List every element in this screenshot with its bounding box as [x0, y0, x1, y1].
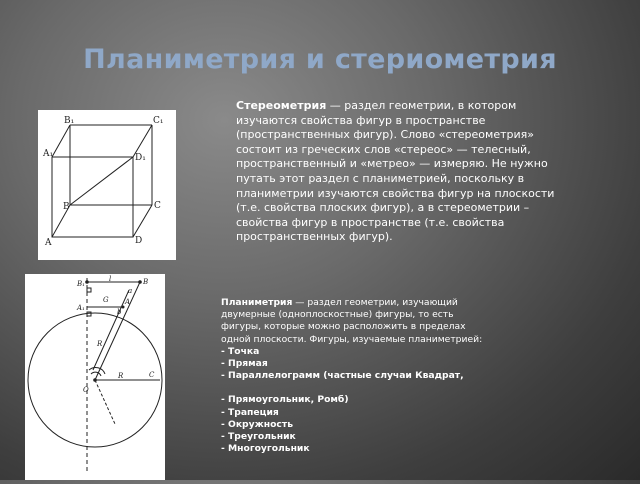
cube-figure	[38, 110, 176, 260]
figure-item-triangle: - Треугольник	[221, 431, 296, 443]
planimetry-line-2: двумерные (одноплоскостные) фигуры, то есть	[221, 309, 454, 321]
slant-line	[93, 290, 129, 370]
stereometry-term: Стереометрия	[236, 99, 327, 112]
label-C: C	[149, 371, 155, 379]
cube-diagram	[38, 110, 176, 260]
label-O: O	[83, 386, 89, 394]
slant-line	[95, 282, 140, 380]
figure-item-line: - Прямая	[221, 358, 268, 370]
label-D: D	[135, 236, 143, 246]
point-O	[93, 378, 97, 382]
right-angle-mark	[87, 312, 91, 316]
planimetry-line-4: одной плоскости. Фигуры, изучаемые планиметрией:	[221, 333, 483, 345]
label-A: A	[45, 238, 52, 248]
figure-item-circle: - Окружность	[221, 418, 294, 430]
right-angle-mark	[87, 288, 91, 292]
cube-edge	[133, 205, 152, 237]
label-C: C	[154, 201, 161, 211]
page-title: Планиметрия и стериометрия	[83, 44, 557, 75]
planimetry-line-3: фигуры, которые можно расположить в пределах	[221, 321, 466, 333]
planimetry-description	[221, 297, 551, 455]
label-a: a	[128, 287, 133, 295]
label-B1: B₁	[64, 116, 75, 126]
label-R: R	[118, 372, 124, 380]
label-A1: A₁	[77, 304, 85, 312]
cube-edge	[52, 125, 70, 157]
label-B1: B₁	[77, 280, 85, 288]
spacer	[221, 382, 551, 394]
angle-arc	[91, 372, 101, 376]
label-B: B	[143, 278, 149, 286]
figure-item-polygon: - Многоугольник	[221, 443, 310, 455]
figure-item-point: - Точка	[221, 345, 260, 357]
point-B1	[85, 280, 89, 284]
point-B	[138, 280, 142, 284]
label-A1: A₁	[43, 149, 54, 159]
figure-item-rectangle-rhombus: - Прямоугольник, Ромб)	[221, 394, 349, 406]
label-D1: D₁	[135, 153, 146, 163]
label-R-slant: R	[97, 340, 103, 348]
label-C1: C₁	[153, 116, 164, 126]
label-b: b	[117, 308, 122, 316]
extension-line	[95, 380, 115, 424]
label-l: l	[109, 275, 112, 283]
planimetry-line-1	[221, 297, 551, 309]
figure-item-trapezoid: - Трапеция	[221, 406, 279, 418]
label-B: B	[63, 202, 70, 212]
planimetry-term: Планиметрия	[221, 297, 293, 308]
planimetry-line-1-rest: — раздел геометрии, изучающий	[292, 297, 458, 308]
stereometry-description	[236, 99, 556, 245]
cube-diagonal	[70, 157, 133, 205]
cube-front-face	[52, 157, 133, 237]
label-G: G	[103, 296, 109, 304]
circle-figure	[25, 274, 165, 480]
label-A: A	[125, 298, 131, 306]
figure-item-parallelogram: - Параллелограмм (частные случаи Квадрат,	[221, 370, 464, 382]
stereometry-text: — раздел геометрии, в котором изучаются свойства фигур в пространстве (пространственных фигур). Слово «стереометрия» состоит из греческих слов «стереос» — телесный, пространственный и «метрео» — измеряю. Не нужно путать этот раздел с планиметрией, поскольку в планиметрии изучаются свойства фигур на плоскости (т.е. свойства плоских фигур), а в стереометрии – свойства фигур в пространстве (т.е. свойства пространственных фигур).	[236, 99, 555, 244]
circle-diagram	[25, 274, 165, 480]
